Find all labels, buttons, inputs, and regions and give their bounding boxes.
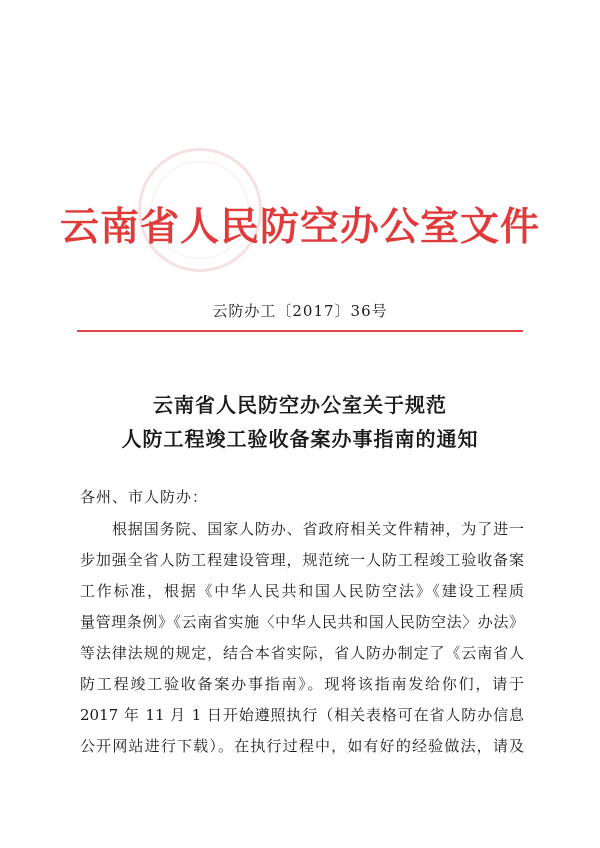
body-text-line: 工作标准，根据《中华人民共和国人民防空法》《建设工程质	[80, 582, 524, 600]
notice-title-line-1: 云南省人民防空办公室关于规范	[153, 393, 447, 417]
body-text-line: 防工程竣工验收备案办事指南》。现将该指南发给你们，请于	[80, 675, 524, 693]
body-text-line: 根据国务院、国家人防办、省政府相关文件精神，为了进一	[112, 520, 524, 538]
body-text-line: 2017 年 11 月 1 日开始遵照执行（相关表格可在省人防办信息	[80, 706, 524, 724]
body-text-line: 公开网站进行下载）。在执行过程中，如有好的经验做法，请及	[80, 737, 524, 755]
agency-header-title: 云南省人民防空办公室文件	[59, 205, 540, 250]
body-text-line: 步加强全省人防工程建设管理，规范统一人防工程竣工验收备案	[80, 551, 524, 569]
body-text-line: 量管理条例》《云南省实施〈中华人民共和国人民防空法〉办法》	[80, 613, 524, 631]
body-text-line: 等法律法规的规定，结合本省实际，省人防办制定了《云南省人	[80, 644, 524, 662]
notice-title-line-2: 人防工程竣工验收备案办事指南的通知	[121, 427, 479, 451]
document-number: 云防办工〔2017〕36号	[212, 302, 388, 320]
salutation: 各州、市人防办：	[80, 488, 209, 506]
header-divider-line	[77, 330, 523, 332]
